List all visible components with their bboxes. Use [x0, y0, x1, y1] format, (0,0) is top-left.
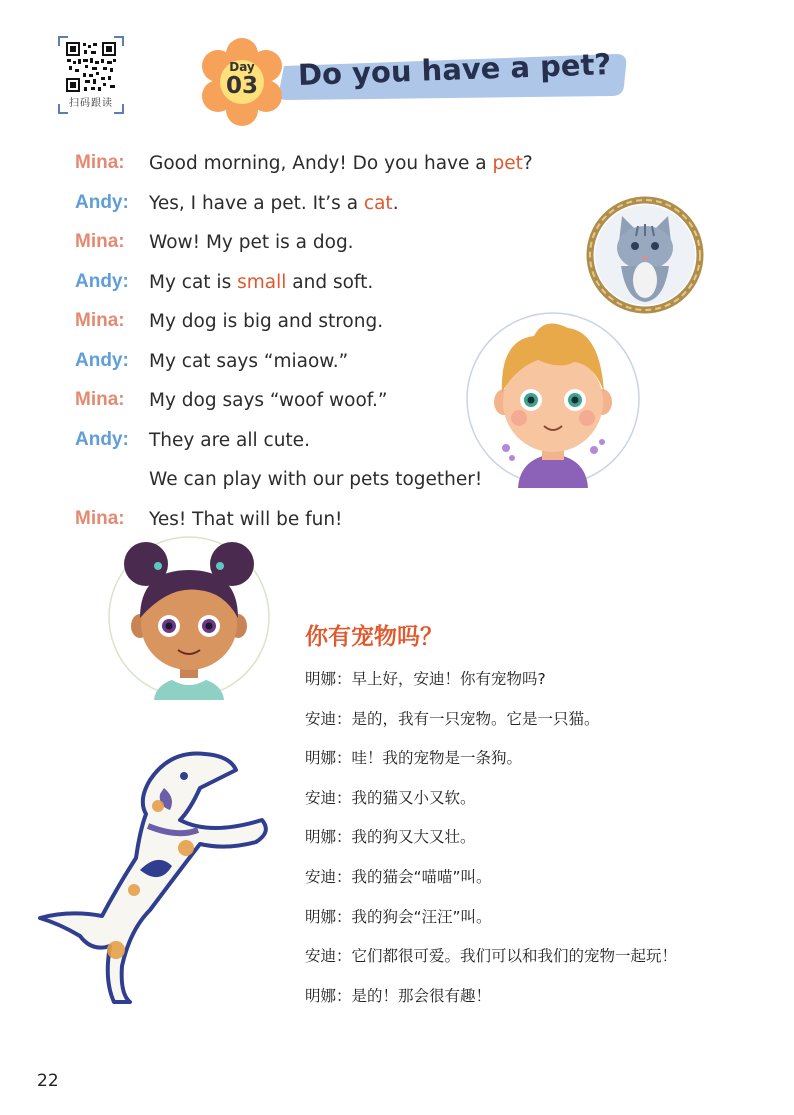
dialogue-text: Wow! My pet is a dog.: [149, 232, 354, 253]
dialogue-line: [149, 390, 387, 411]
dialogue-text: .: [392, 192, 399, 214]
speaker-label: Andy:: [75, 270, 129, 292]
vocabulary-word: pet: [492, 153, 523, 174]
day-label: Day: [229, 60, 255, 74]
dialogue-text: ?: [522, 153, 533, 174]
dialogue-text: My cat says “miaow.”: [149, 350, 349, 372]
translation-line: 安迪：我的猫又小又软。: [305, 788, 476, 807]
speaker-label: Andy:: [75, 349, 129, 371]
translation-line: 明娜：早上好，安迪！你有宠物吗?: [305, 670, 546, 688]
speaker-label: Mina:: [75, 310, 125, 331]
dialogue-text: Yes! That will be fun!: [149, 508, 343, 530]
translation-title: 你有宠物吗？: [305, 624, 443, 650]
dialogue-line: [149, 153, 533, 174]
day-number: 03: [225, 73, 258, 99]
translation-line: 明娜：我的狗会“汪汪”叫。: [305, 907, 492, 926]
translation-line: 安迪：它们都很可爱。我们可以和我们的宠物一起玩！: [305, 947, 678, 966]
dialogue-text: We can play with our pets together!: [149, 469, 483, 490]
translation-line: 明娜：是的！那会很有趣！: [305, 986, 492, 1005]
translation-line: 安迪：是的，我有一只宠物。它是一只猫。: [305, 709, 600, 728]
translation-line: 明娜：哇！我的宠物是一条狗。: [305, 749, 523, 768]
dialogue-text: and soft.: [286, 271, 374, 293]
dialogue-text: My dog is big and strong.: [149, 311, 384, 332]
dialogue-line: [149, 272, 373, 293]
girl-portrait-image: [106, 534, 272, 700]
vocabulary-word: small: [237, 271, 287, 293]
translation-line: 明娜：我的狗又大又壮。: [305, 828, 476, 847]
dialogue-text: My dog says “woof woof.”: [149, 390, 388, 411]
dialogue-text: Good morning, Andy! Do you have a: [149, 153, 493, 174]
speaker-label: Andy:: [75, 428, 129, 450]
cat-portrait-image: [586, 196, 704, 314]
dialogue-line: [149, 311, 383, 332]
dialogue-line: [149, 469, 482, 490]
speaker-label: Mina:: [75, 389, 125, 410]
dialogue-line: [149, 351, 348, 372]
dialogue-line: [149, 193, 399, 214]
page-number: 22: [37, 1071, 59, 1091]
dog-drawing-image: [30, 740, 280, 1010]
dialogue-text: My cat is: [149, 271, 238, 293]
boy-portrait-image: [464, 310, 642, 488]
translation-line: 安迪：我的猫会“喵喵”叫。: [305, 868, 492, 886]
page-title: Do you have a pet?: [297, 47, 612, 92]
dialogue-text: Yes, I have a pet. It’s a: [149, 192, 364, 214]
dialogue-line: [149, 509, 342, 530]
speaker-label: Mina:: [75, 152, 125, 173]
speaker-label: Mina:: [75, 231, 125, 252]
speaker-label: Mina:: [75, 507, 125, 529]
dialogue-line: [149, 430, 310, 451]
qr-caption: 扫码跟读: [69, 98, 113, 109]
speaker-label: Andy:: [75, 191, 129, 213]
vocabulary-word: cat: [363, 192, 393, 214]
dialogue-line: [149, 232, 354, 253]
dialogue-text: They are all cute.: [149, 429, 310, 451]
